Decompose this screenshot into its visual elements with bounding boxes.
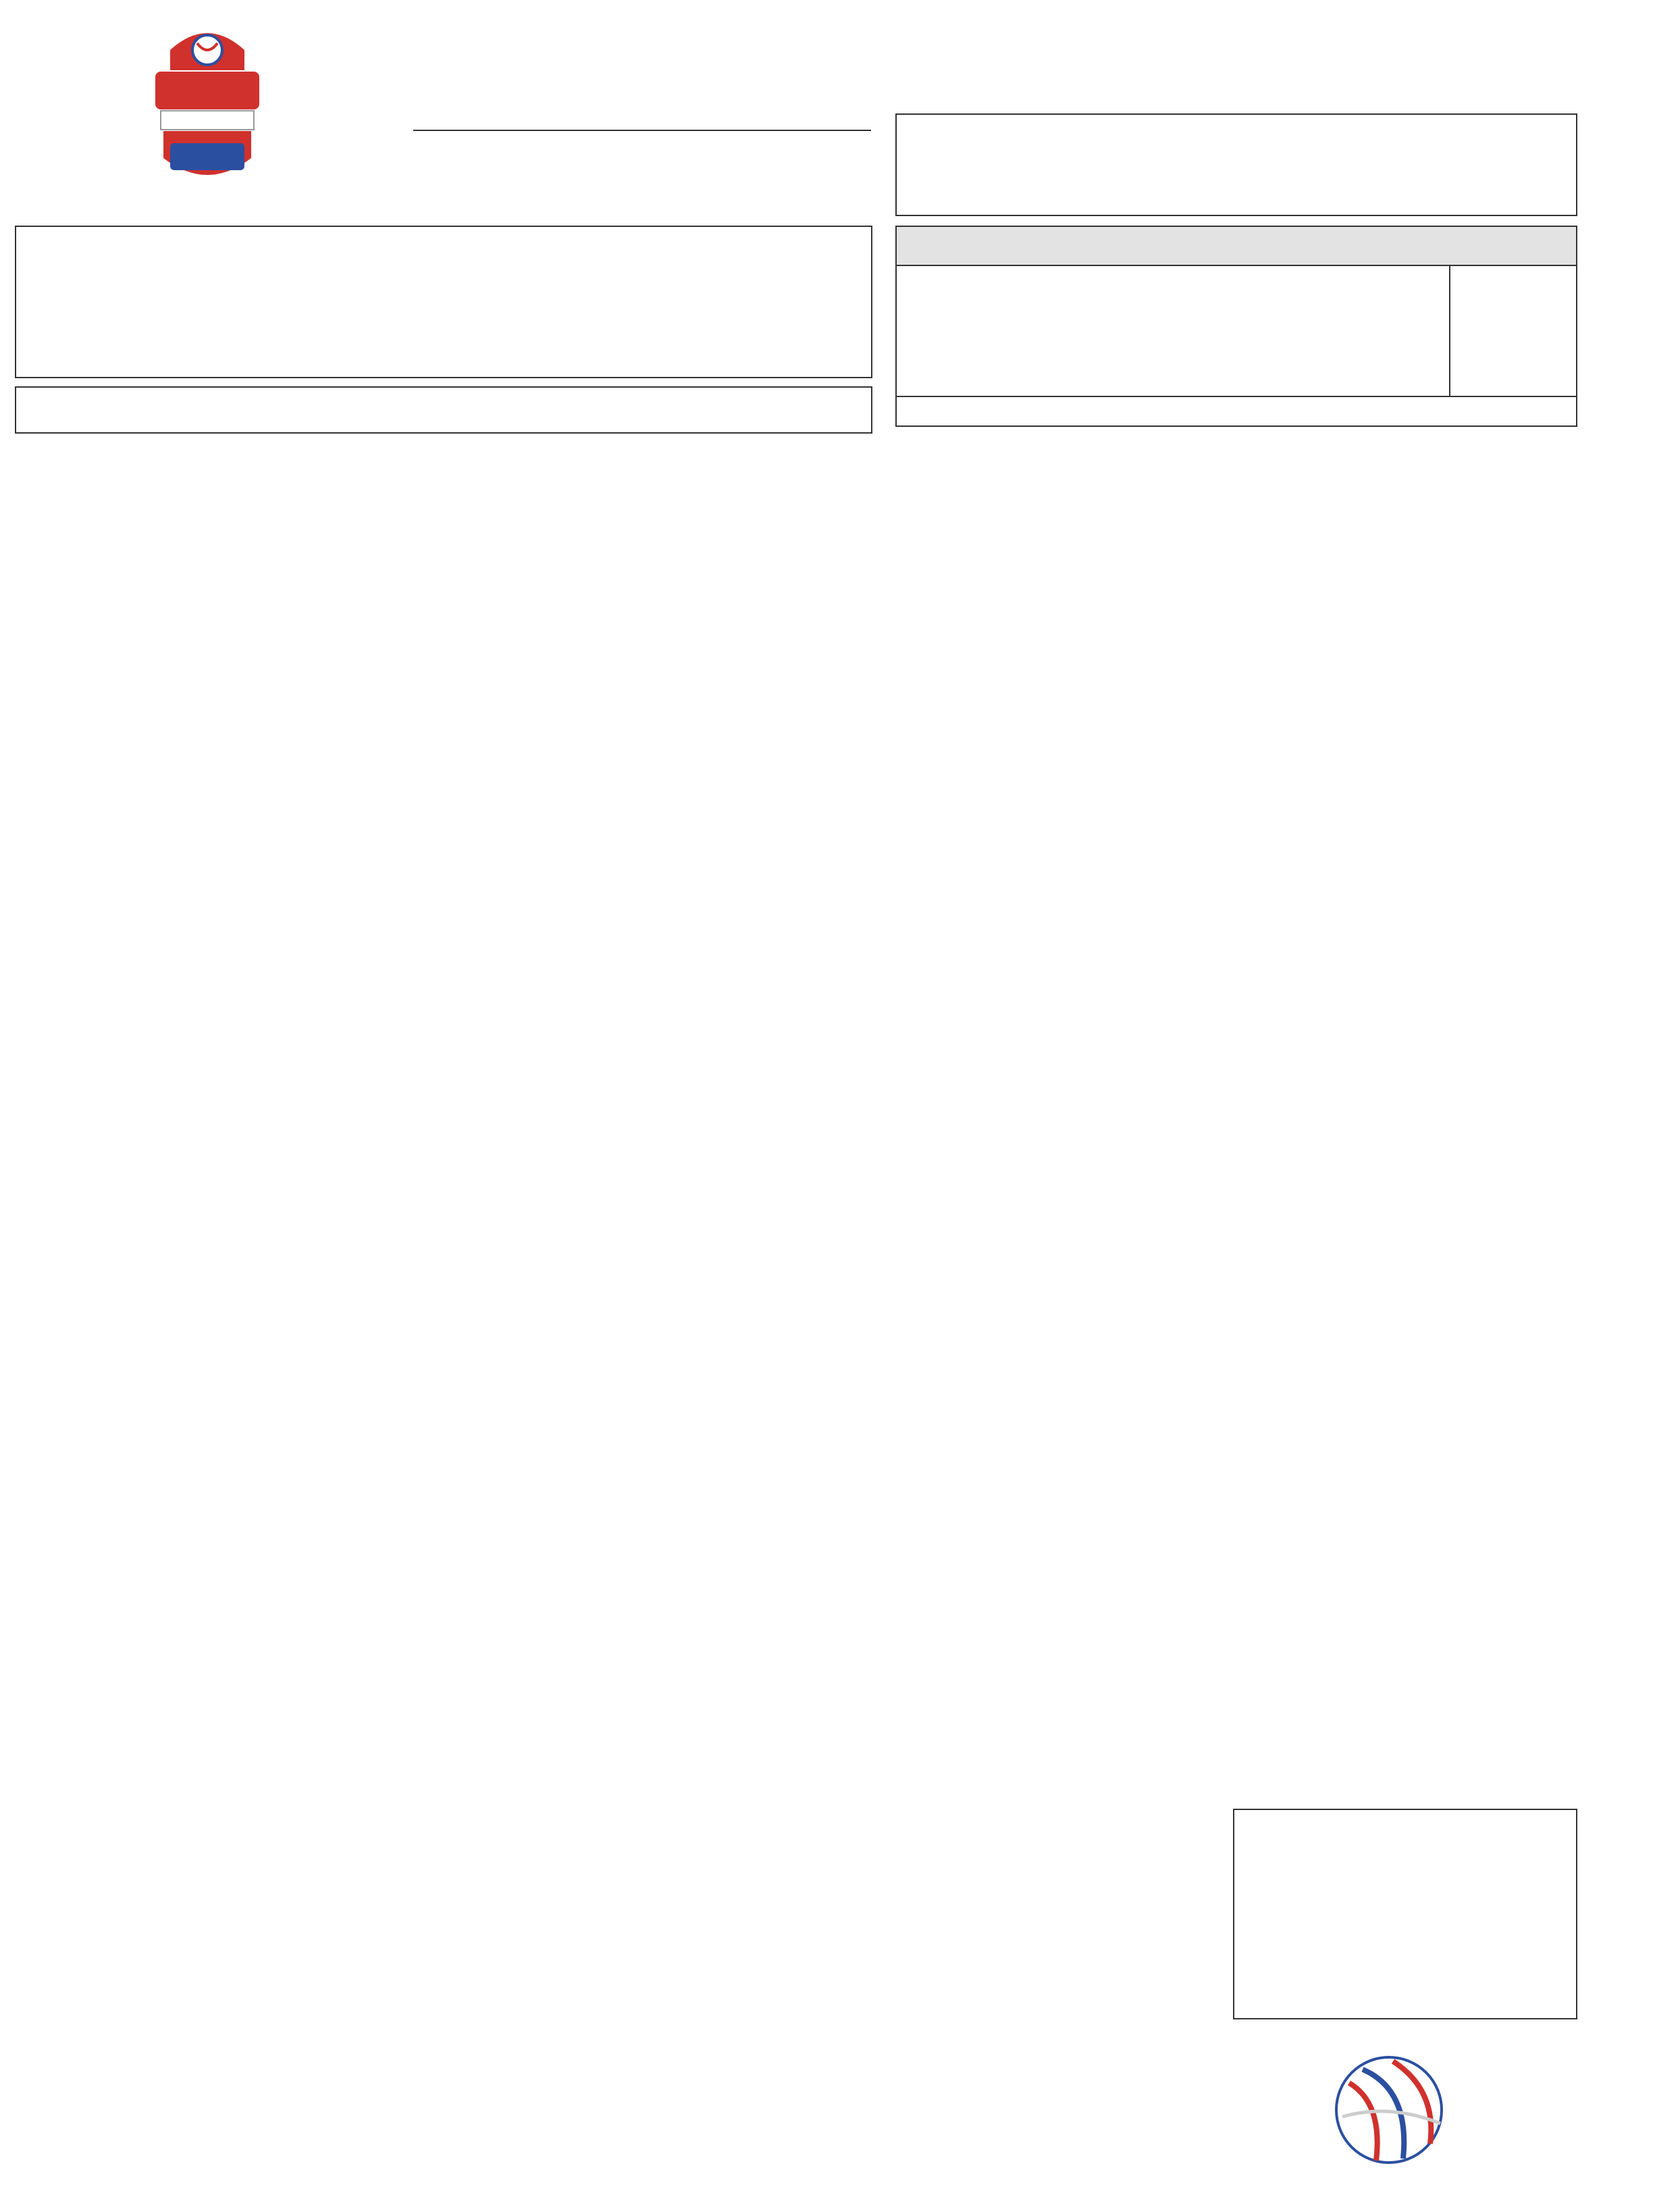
sets-table-header <box>895 226 1577 266</box>
federation-logo <box>1302 2015 1476 2190</box>
referees-box <box>15 386 872 434</box>
cup-logo <box>150 23 265 188</box>
match-info-box <box>15 226 872 378</box>
score-divider <box>1449 266 1450 396</box>
legend-box <box>1233 1809 1577 2019</box>
result-box <box>895 113 1577 216</box>
sets-total-divider <box>895 396 1577 397</box>
